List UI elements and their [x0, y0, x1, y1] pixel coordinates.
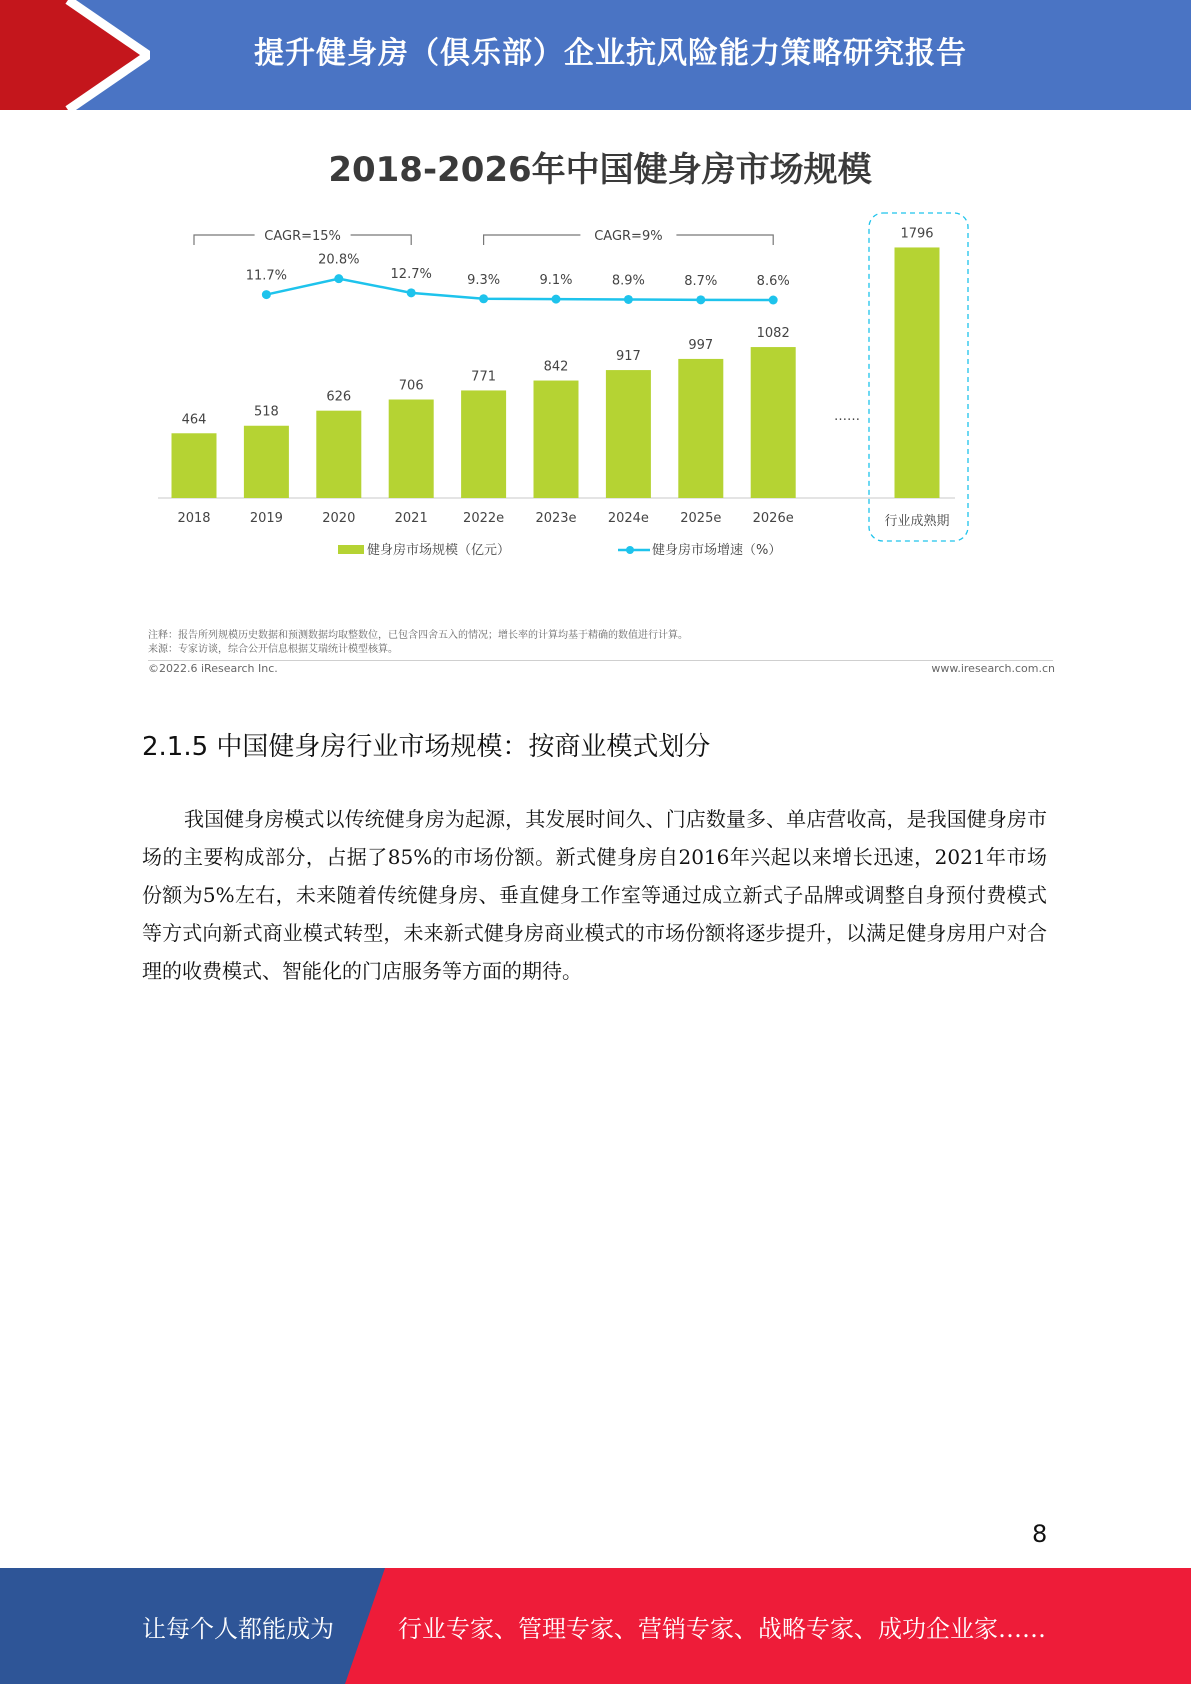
x-tick-2020: 2020: [322, 511, 356, 526]
chart-copyright: ©2022.6 iResearch Inc.: [148, 662, 278, 675]
bar-label-2022e: 771: [471, 369, 497, 385]
growth-label-2024e: 8.9%: [611, 273, 645, 289]
header-arrow-decoration: [0, 0, 150, 110]
x-tick-maturity: 行业成熟期: [884, 514, 950, 529]
x-tick-2023e: 2023e: [535, 511, 577, 526]
growth-point-2025e: [696, 295, 705, 304]
footer-slogan-right: 行业专家、管理专家、营销专家、战略专家、成功企业家……: [398, 1614, 1046, 1643]
bar-2022e: [461, 390, 506, 498]
x-tick-2019: 2019: [249, 511, 283, 526]
x-tick-2021: 2021: [394, 511, 428, 526]
bar-2018: [172, 433, 217, 498]
bar-label-2020: 626: [326, 389, 352, 405]
page-number: 8: [1032, 1520, 1048, 1548]
growth-point-2019: [262, 290, 271, 299]
chart-canvas: [140, 130, 1060, 690]
market-size-chart: [140, 130, 1060, 690]
growth-point-2020: [334, 274, 343, 283]
chart-divider: [148, 660, 1053, 661]
legend-swatch-bar: [338, 545, 364, 554]
growth-point-2026e: [769, 296, 778, 305]
growth-label-2026e: 8.6%: [756, 274, 790, 289]
x-tick-2018: 2018: [177, 511, 211, 526]
section-paragraph: 我国健身房模式以传统健身房为起源，其发展时间久、门店数量多、单店营收高，是我国健身房市场的主要构成部分，占据了85%的市场份额。新式健身房自2016年兴起以来增长迅速，2021年市场份额为5%左右，未来随着传统健身房、垂直健身工作室等通过成立新式子品牌或调整自身预付费模式等方式向新式商业模式转型，未来新式健身房商业模式的市场份额将逐步提升，以满足健身房用户对合理的收费模式、智能化的门店服务等方面的期待。: [142, 807, 1047, 983]
bar-label-2024e: 917: [615, 349, 641, 365]
growth-label-2021: 12.7%: [390, 266, 432, 282]
bar-label-2019: 518: [253, 404, 279, 420]
bar-2019: [244, 426, 289, 498]
legend-label-bar: 健身房市场规模（亿元）: [367, 543, 511, 558]
page-header: [0, 0, 1191, 110]
legend-swatch-dot: [626, 546, 634, 554]
footer-slogan-left: 让每个人都能成为: [142, 1614, 334, 1643]
bar-maturity: [895, 247, 940, 498]
bar-2024e: [606, 370, 651, 498]
bar-2025e: [678, 359, 723, 498]
section-heading: 2.1.5 中国健身房行业市场规模：按商业模式划分: [142, 732, 711, 762]
chart-source: 来源：专家访谈，综合公开信息根据艾瑞统计模型核算。: [148, 644, 398, 655]
bar-2023e: [534, 381, 579, 498]
x-tick-2024e: 2024e: [607, 511, 649, 526]
growth-label-2023e: 9.1%: [539, 273, 573, 289]
legend-label-line: 健身房市场增速（%）: [652, 543, 782, 558]
report-title: 提升健身房（俱乐部）企业抗风险能力策略研究报告: [254, 36, 967, 71]
bar-2020: [316, 411, 361, 498]
x-tick-2022e: 2022e: [463, 511, 505, 526]
growth-point-2021: [407, 288, 416, 297]
chart-site: www.iresearch.com.cn: [931, 662, 1055, 675]
chart-title: 2018-2026年中国健身房市场规模: [328, 150, 872, 190]
bar-label-2026e: 1082: [756, 326, 790, 342]
cagr-label-0: CAGR=15%: [264, 229, 341, 244]
growth-label-2025e: 8.7%: [684, 273, 718, 289]
growth-point-2024e: [624, 295, 633, 304]
growth-label-2019: 11.7%: [245, 268, 288, 284]
bar-label-maturity: 1796: [900, 226, 934, 242]
growth-label-2020: 20.8%: [318, 252, 360, 268]
x-tick-2026e: 2026e: [752, 511, 794, 526]
x-tick-2025e: 2025e: [680, 511, 722, 526]
page-footer: [0, 1568, 1191, 1684]
growth-point-2023e: [552, 295, 561, 304]
bar-label-2018: 464: [181, 412, 207, 428]
growth-label-2022e: 9.3%: [467, 272, 501, 288]
bar-label-2025e: 997: [688, 337, 714, 353]
cagr-label-1: CAGR=9%: [594, 229, 663, 244]
bar-2021: [389, 400, 434, 498]
growth-point-2022e: [479, 294, 488, 303]
bar-label-2023e: 842: [543, 359, 569, 375]
bar-2026e: [751, 347, 796, 498]
chart-note: 注释：报告所列规模历史数据和预测数据均取整数位，已包含四舍五入的情况；增长率的计算均基于精确的数值进行计算。: [148, 630, 688, 641]
chart-ellipsis: ……: [834, 409, 860, 424]
bar-label-2021: 706: [398, 378, 424, 394]
